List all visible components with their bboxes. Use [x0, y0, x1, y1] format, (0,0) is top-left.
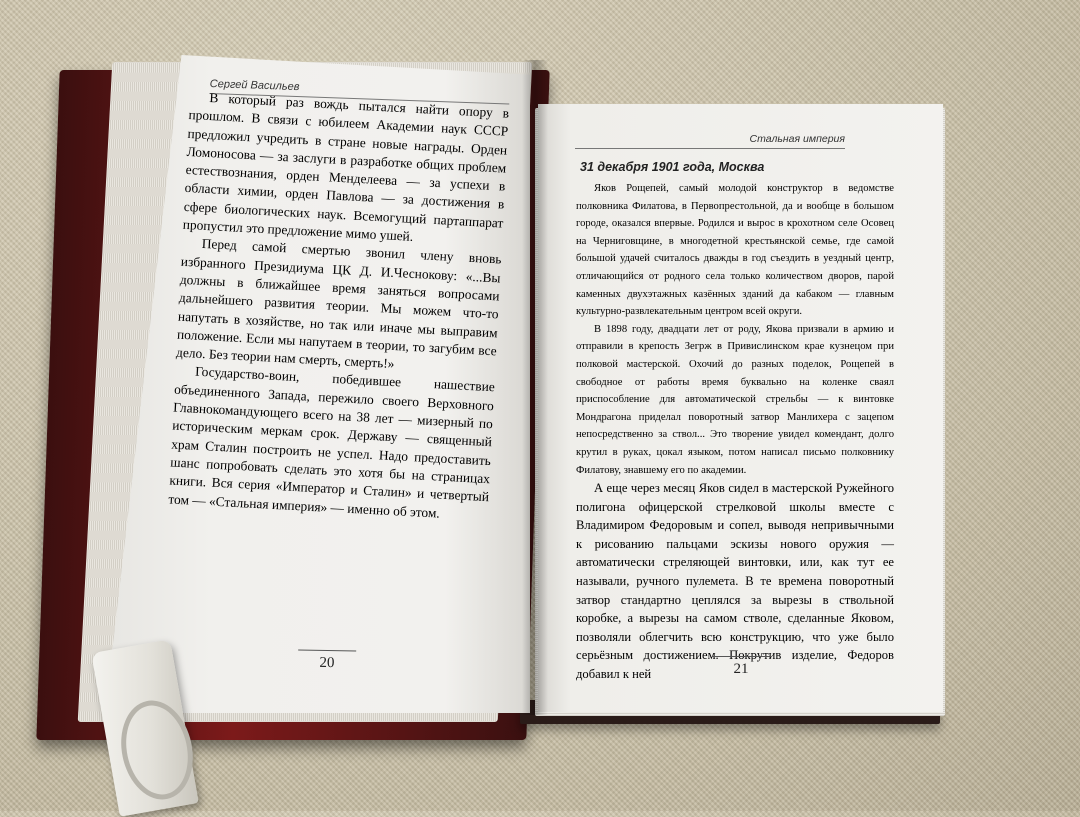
- right-page-text: [576, 180, 894, 684]
- chapter-heading: 31 декабря 1901 года, Москва: [580, 160, 765, 174]
- right-page-number: 21: [712, 656, 770, 678]
- left-page-text: [168, 88, 510, 525]
- right-paragraph: Яков Рощепей, самый молодой конструктор в ведомстве полковника Филатова, в Первопрестольной, да и вообще в большом городе, оказался впервые. Родился и вырос в крохотном селе Осовец на Черниговщине, в многодетной крестьянской семье, где самой большой удачей считалось дважды в год съездить в уездный центр, отличающийся от родного села только количеством дворов, парой каменных двухэтажных казённых зданий да кабаком — главным культурно-развлекательным центром всей округи.: [576, 183, 894, 318]
- left-paragraph: Государство-воин, победившее нашествие объединенного Запада, пережило своего Верховного Главнокомандующего всего на 38 лет — мизерный по историческим меркам срок. Державу — священный храм Сталин построить не успел. Надо предоставить шанс попробовать сделать это хотя бы на страницах книги. Вся серия «Император и Сталин» и четвертый том — «Стальная империя» — именно об этом.: [168, 364, 496, 521]
- right-running-head: Стальная империя: [575, 133, 845, 149]
- left-page-number: 20: [298, 649, 356, 672]
- right-paragraph: В 1898 году, двадцати лет от роду, Якова призвали в армию и отправили в крепость Зегрж в Привислинском крае кузнецом при полковой мастерской. Охочий до разных поделок, Рощепей в свободное от работы время буквально на коленке сваял приспособление для автоматической стрельбы — к винтовке Мондрагона приделал поворотный затвор Манлихера с зацепом непосредственно за ствол... Это творение увидел комендант, долго крутил в руках, цокал языком, потом написал письмо полковнику Филатову, знавшему его по академии.: [576, 323, 894, 476]
- left-running-head: Сергей Васильев: [209, 78, 509, 104]
- left-paragraph: В который раз вождь пытался найти опору в прошлом. В связи с юбилеем Академии наук СССР предложил учредить в стране новые награды. Орден Ломоносова — за заслуги в разработке общих проблем естествознания, орден Менделеева — за успехи в области химии, орден Павлова — за достижения в сфере биологических наук. Всемогущий партаппарат пропустил это предложение мимо ушей.: [182, 90, 510, 244]
- left-paragraph: Перед самой смертью звонил члену вновь избранного Президиума ЦК Д. И.Чеснокову: «...Вы должны в ближайшее время заняться вопросами дальнейшего развития теории. Мы можем что-то напутать в хозяйстве, но так или иначе мы выправим положение. Если мы напутаем в теории, то загубим все дело. Без теории нам смерть, смерть!»: [175, 236, 502, 372]
- book-gutter: [522, 60, 548, 715]
- right-paragraph: А еще через месяц Яков сидел в мастерской Ружейного полигона офицерской стрелковой школы вместе с Владимиром Федоровым и сопел, выводя непривычными к рисованию пальцами эскизы нового оружия — автоматически стреляющей винтовки, или, как тут ее называли, ручного пулемета. В те времена поворотный затвор стандартно цеплялся за вырезы в ствольной коробке, а вырезы на самом стволе, сделанные Яковом, позволяли облегчить всю конструкцию, что уже было серьёзным достижением. Покрутив изделие, Федоров добавил к ней: [576, 481, 894, 682]
